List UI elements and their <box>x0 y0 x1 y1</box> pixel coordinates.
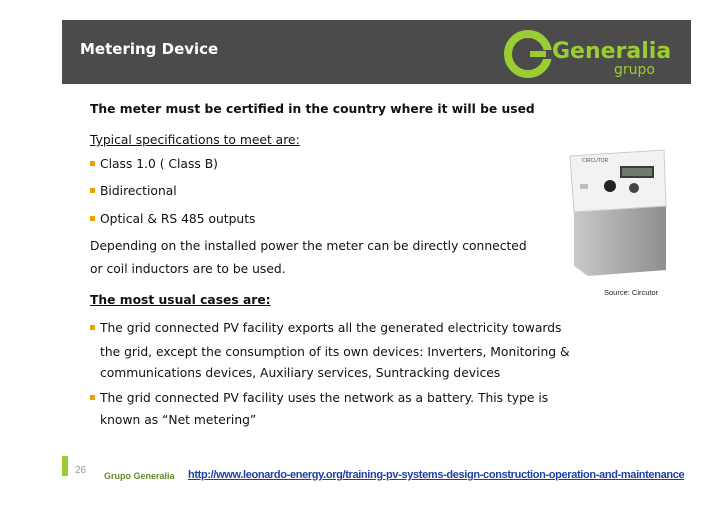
footer-link[interactable]: http://www.leonardo-energy.org/training-pv-systems-design-construction-operation-and-maintenance <box>188 469 685 481</box>
cases-heading: The most usual cases are: <box>90 293 271 307</box>
svg-text:CIRCUTOR: CIRCUTOR <box>582 158 609 164</box>
svg-text:grupo: grupo <box>614 62 655 78</box>
bullet-icon <box>90 216 95 221</box>
bullet-icon <box>90 325 95 330</box>
slide-header <box>62 20 691 84</box>
spec-item: Class 1.0 ( Class B) <box>90 158 218 170</box>
image-source: Source: Circutor <box>604 288 659 297</box>
generalia-logo <box>502 28 682 80</box>
case-item-continued: the grid, except the consumption of its own devices: Inverters, Monitoring & <box>100 345 570 359</box>
spec-heading: Typical specifications to meet are: <box>90 133 300 147</box>
connection-text: Depending on the installed power the meter can be directly connected <box>90 239 527 253</box>
footer-accent-bar <box>62 456 68 476</box>
case-item-continued: known as “Net metering” <box>100 413 257 427</box>
spec-item: Optical & RS 485 outputs <box>90 213 255 225</box>
connection-text: or coil inductors are to be used. <box>90 262 286 276</box>
case-item-continued: communications devices, Auxiliary services, Suntracking devices <box>100 366 501 380</box>
footer-logo: Grupo Generalia <box>104 471 175 481</box>
bullet-icon <box>90 161 95 166</box>
page-number: 26 <box>75 465 87 476</box>
bullet-icon <box>90 188 95 193</box>
case-item: The grid connected PV facility exports all the generated electricity towards <box>90 322 561 334</box>
svg-text:Generalia: Generalia <box>552 39 672 64</box>
meter-image <box>568 148 672 278</box>
bullet-icon <box>90 395 95 400</box>
spec-item: Bidirectional <box>90 185 177 197</box>
case-item: The grid connected PV facility uses the network as a battery. This type is <box>90 392 548 404</box>
certification-heading: The meter must be certified in the country where it will be used <box>90 102 535 116</box>
slide-title: Metering Device <box>80 40 219 58</box>
